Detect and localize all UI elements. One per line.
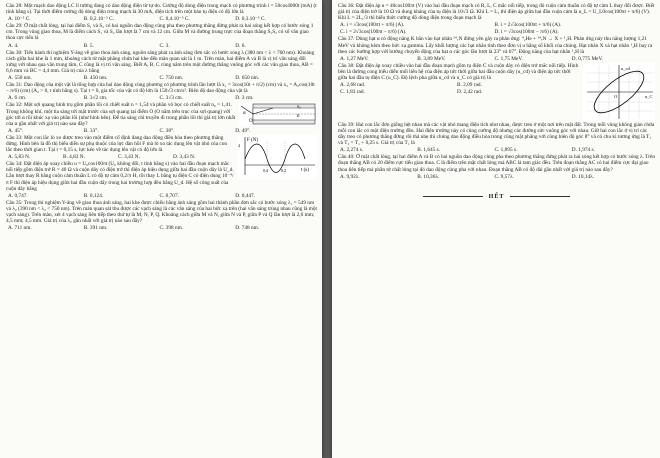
optical-fiber-figure [239, 102, 317, 126]
options-33: A. 5,83 N. B. 4,83 N. C. 3,43 N. D. 3,43 N. [8, 154, 196, 161]
voltage-ellipse-graph [583, 63, 655, 121]
question-30: Câu 30: Tiến hành thí nghiệm Y-âng về giao thoa ánh sáng, nguồn sáng phát ra ánh sáng đơn sắc có bước sóng λ (380 nm < λ < 760 nm). Khoảng cách giữa hai khe là 1 mm, khoảng cách từ mặt phẳng chứa hai khe đến màn quan sát là 1 m. Trên màn, hai điểm A và B là vị trí vân sáng đối xứng với nhau qua vân trung tâm, C cũng là vị trí vân sáng. Biết A, B, C cùng nằm trên một đường thẳng vuông góc với các vân giao thoa, AB = 6,6 mm và BC = 4,4 mm. Giá trị của λ bằng [6, 49, 315, 74]
options-36b: C. i = 2√3cos(100πt − π/6) (A). D. i = √3cos(100πt − π/6) (A). [340, 29, 559, 36]
options-34: A. 0,747. B. 0,124. C. 0,707. D. 0,447. [8, 192, 255, 199]
question-38: Câu 38: Đặt điện áp xoay chiều vào hai đầu đoạn mạch gồm tụ điện C và cuộn dây có điện trở mắc nối tiếp. Hình bên là đường cong biểu diễn mối liên hệ của điện áp tức thời giữa hai đầu cuộn dây (u_cd) và điện áp tức thời giữa hai đầu tụ điện C (u_C). Độ lệch pha giữa u_cd và u_C có giá trị là [338, 62, 579, 82]
fig33-y-label: F (N) [247, 137, 258, 143]
question-33: Câu 33: Một con lắc lò xo được treo vào một điểm cố định đang dao động điều hòa theo phương thẳng đứng. Hình bên là đồ thị biểu diễn sự phụ thuộc của lực đàn hồi F mà lò xo tác dụng lên vật nhỏ của con lắc theo thời gian t. Tại t = 0,15 s, lực kéo về tác dụng lên vật có độ lớn là [6, 134, 228, 154]
question-34: Câu 34: Đặt điện áp xoay chiều u = U₀cos100πt (U₀ không đổi, t tính bằng s) vào hai đầu đoạn mạch mắc nối tiếp gồm điện trở R = 40 Ω và cuộn dây có điện trở thì điện áp hiệu dụng giữa hai đầu cuộn dây là U_d. Lần lượt thay R bằng cuộn cảm thuần L có độ tự cảm 0,2/π H, rồi thay L bằng tụ điện C có điện dung 10⁻⁴/π F thì điện áp hiệu dụng giữa hai đầu cuộn dây trong hai trường hợp đều bằng U_d. Hệ số công suất của cuộn dây bằng [6, 161, 234, 192]
exam-page-right [332, 0, 660, 458]
options-29: A. 4. B. 5. C. 3. D. 6. [8, 42, 246, 49]
options-40: A. 9,92λ. B. 10,36λ. C. 9,57λ. D. 10,14λ. [340, 173, 595, 180]
fig32-n-label: n [297, 114, 300, 120]
options-36a: A. i = √3cos(100πt + π/6) (A). B. i = 2√3cos(100πt + π/6) (A). [340, 22, 562, 29]
options-37: A. 1,27 MeV. B. 3,89 MeV. C. 1,75 MeV. D. 0,775 MeV. [340, 55, 603, 62]
options-32: A. 45°. B. 33°. C. 38°. D. 49°. [8, 127, 251, 134]
options-31: A. 6 cm. B. 3√2 cm. C. 3√3 cm. D. 3 cm. [8, 95, 254, 102]
question-37: Câu 37: Dùng hạt α có động năng K bắn vào hạt nhân ¹⁴₇N đứng yên gây ra phản ứng: ⁴₂He + ¹⁴₇N → X + ¹₁H. Phản ứng này thu năng lượng 1,21 MeV và không kèm theo bức xạ gamma. Lấy khối lượng các hạt nhân tính theo đơn vị u bằng số khối của chúng. Hạt nhân X và hạt nhân ¹₁H bay ra theo các hướng hợp với hướng chuyển động của hạt α các góc lần lượt là 23° và 67°. Động năng của hạt nhân ¹₁H là [338, 36, 653, 55]
question-40: Câu 40: Ở mặt chất lỏng, tại hai điểm A và B có hai nguồn dao động cùng pha theo phương thẳng đứng phát ra hai sóng kết hợp có bước sóng λ. Trên đoạn thẳng AB có 20 điểm cực tiểu giao thoa. C là điểm trên mặt chất lỏng mà ABC là tam giác đều. Trên đoạn thẳng AC có hai điểm cực đại giao thoa liên tiếp mà phần tử chất lỏng tại đó dao động cùng pha với nhau. Đoạn thẳng AB có độ dài gần nhất với giá trị nào sau đây? [338, 154, 655, 173]
question-32: Câu 32: Một sợi quang hình trụ gồm phần lõi có chiết suất n = 1,54 và phần vỏ bọc có chiết suất n₀ = 1,41. Trong không khí, một tia sáng tới mặt trước của sợi quang tại điểm O (O nằm trên trục của sợi quang) với góc tới α rồi khúc xạ vào phần lõi (như hình bên). Để tia sáng chỉ truyền đi trong phần lõi thì giá trị lớn nhất của α gần nhất với giá trị nào sau đây? [6, 102, 236, 127]
end-marker: HẾT [338, 194, 655, 200]
fig33-tick-2: 0,2 [281, 167, 286, 173]
options-30: A. 550 nm. B. 450 nm. C. 750 nm. D. 650 nm. [8, 75, 260, 82]
question-28: Câu 28: Một mạch dao động LC lí tưởng đang có dao động điện từ tự do. Cường độ dòng điện trong mạch có phương trình i = 50cos4000t (mA) (t tính bằng s). Tại thời điểm cường độ dòng điện trong mạch là 30 mA, điện tích trên một bản tụ điện có độ lớn là [6, 3, 317, 16]
question-36: Câu 36: Đặt điện áp u = 40cos100πt (V) vào hai đầu đoạn mạch có R, L, C mắc nối tiếp, trong đó cuộn cảm thuần có độ tự cảm L thay đổi được. Biết giá trị của điện trở là 10 Ω và dung kháng của tụ điện là 10√3 Ω. Khi L = L₁ thì điện áp giữa hai đầu cuộn cảm là u_L = U_L0cos(100πt + π/6) (V). Khi L = 2L₁/3 thì biểu thức cường độ dòng điện trong đoạn mạch là [338, 3, 655, 22]
question-29: Câu 29: Ở mặt chất lỏng, tại hai điểm S₁ và S₂ có hai nguồn dao động cùng pha theo phương thẳng đứng phát ra hai sóng kết hợp có bước sóng 1 cm. Trong vùng giao thoa, M là điểm cách S₁ và S₂ lần lượt là 7 cm và 12 cm. Giữa M và đường trung trực của đoạn thẳng S₁S₂ có số vân giao thoa cực tiểu là [6, 23, 314, 42]
fig38-o-label: O [614, 93, 618, 99]
fig38-ucd-label: u_cd [621, 65, 630, 71]
fig38-uc-label: u_C [645, 93, 653, 99]
question-39: Câu 39: Hai con lắc đơn giống hệt nhau mà các vật nhỏ mang điện tích như nhau, được treo ở một nơi trên mặt đất. Trong mỗi vùng không gian chứa mỗi con lắc có một điện trường đều. Hai điện trường này có cùng cường độ nhưng các đường sức vuông góc với nhau. Giữ hai con lắc ở vị trí các dây treo có phương thẳng đứng rồi thả nhẹ thì chúng dao động điều hòa trong cùng mặt phẳng với cùng biên độ góc 8° và có chu kì tương ứng là T₁ và T₂ = T₁ + 0,25 s. Giá trị của T₁ là [338, 121, 655, 147]
question-35: Câu 35: Trong thí nghiệm Y-âng về giao thoa ánh sáng, hai khe được chiếu bằng ánh sáng gồm hai thành phần đơn sắc có bước sóng λ₁ = 549 nm và λ₂ (390 nm < λ₂ < 750 nm). Trên màn quan sát thu được các vạch sáng là các vân sáng của hai bức xạ trên (hai vân sáng trùng nhau cũng là một vạch sáng). Trên màn, xét 4 vạch sáng liên tiếp theo thứ tự là M, N, P, Q. Khoảng cách giữa M và N, giữa N và P, giữa P và Q lần lượt là 2,0 mm; 4,5 mm; 4,5 mm. Giá trị của λ₂ gần nhất với giá trị nào sau đây? [6, 199, 318, 225]
fig33-tick-1: 0,4 [263, 167, 268, 173]
options-38a: A. 2,68 rad. B. 2,09 rad. [340, 82, 482, 89]
exam-page-left [0, 0, 322, 458]
force-time-graph [237, 135, 317, 179]
fig33-x-label: t (s) [301, 167, 309, 173]
options-39: A. 2,274 s. B. 1,645 s. C. 1,895 s. D. 1,974 s. [340, 147, 595, 154]
fig33-tick-3: 4 [238, 142, 240, 148]
fig32-n0-label: n₀ [297, 103, 301, 109]
options-38b: C. 1,83 rad. D. 2,42 rad. [340, 89, 483, 96]
fig32-o-label: O [249, 119, 253, 125]
options-35: A. 711 nm. B. 391 nm. C. 398 nm. D. 748 nm. [8, 225, 260, 232]
options-28: A. 10⁻⁵ C. B. 0,2.10⁻⁵ C. C. 0,4.10⁻⁵ C. D. 0,3.10⁻⁵ C. [8, 16, 266, 23]
question-31: Câu 31: Dao động của một vật là tổng hợp của hai dao động cùng phương có phương trình lần lượt là x₁ = 3cos(10t + π/2) (cm) và x₂ = A₂cos(10t − π/6) (cm) (A₂ > 0, t tính bằng s). Tại t = 0, gia tốc của vật có độ lớn là 150√3 cm/s². Biên độ dao động của vật là [6, 82, 315, 95]
fig32-alpha-label: α [243, 111, 246, 117]
